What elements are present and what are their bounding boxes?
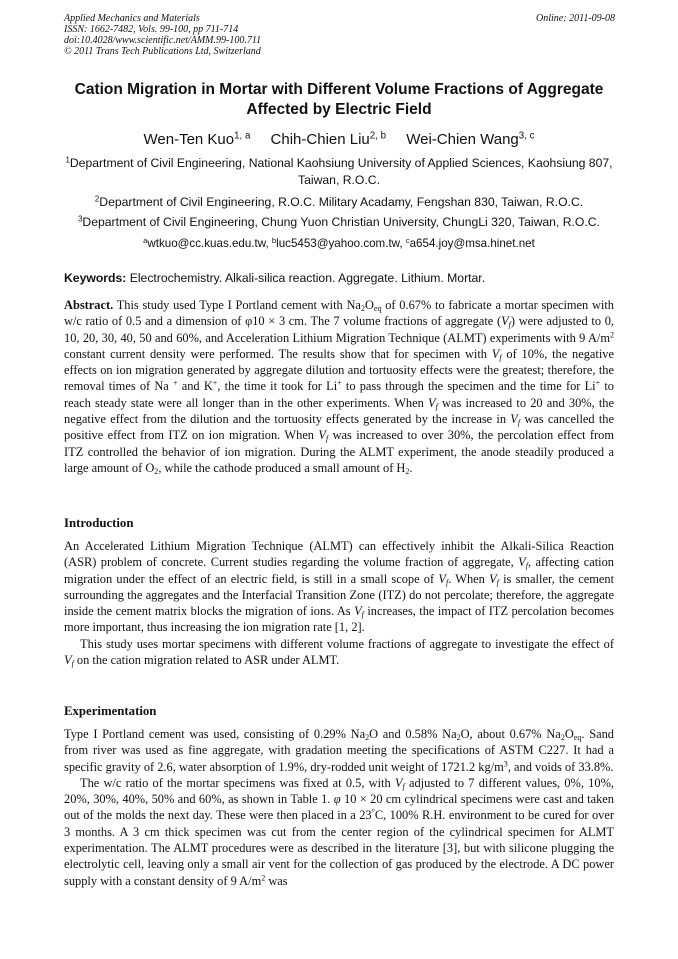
journal-header bbox=[64, 13, 261, 57]
author-emails: $^a$wtkuo@cc.kuas.edu.tw, $^b$luc5453@yahoo.com.tw, $^c$a654.joy@msa.hinet.net bbox=[143, 235, 535, 250]
abstract-label: Abstract. bbox=[64, 298, 114, 312]
copyright: © 2011 Trans Tech Publications Ltd, Switzerland bbox=[64, 46, 261, 57]
experimentation-text: Type I Portland cement was used, consisting of 0.29% $Na_2O$ and 0.58% $Na_2O$, about 0.67% $Na_2O_{eq}$. Sand from river was used as fine aggregate, with gradation meeting the specifications of ASTM C227. It had a specific gravity of 2.6, water absorption of 1.9%, dry-rodded unit weight of 1721.2 $kg/m^3$, and voids of 33.8%. The w/c ratio of the mortar specimens was fixed at 0.5, with $V_f$ adjusted to 7 different values, 0%, 10%, 20%, 30%, 40%, 50% and 60%, as shown in Table 1. φ 10 × 20 cm cylindrical specimens were cast and taken out of the molds the next day. These were then placed in a 23°C, 100% R.H. environment to be cured for over 3 months. A 3 cm thick specimen was cut from the center region of the cylindrical specimen for ALMT experimentation. The ALMT procedures were as described in the literature [3], but with silicone plugging the electrolytic cell, leaving only a small air vent for the collection of gas produced by the electrode. A DC power supply with a constant density of 9 $A/m^2$ was bbox=[64, 727, 615, 888]
title-line-2: Affected by Electric Field bbox=[246, 101, 432, 118]
issn: ISSN: 1662-7482, Vols. 99-100, pp 711-714 bbox=[64, 24, 239, 35]
author: Chih-Chien Liu$^{2, b}$ bbox=[270, 130, 387, 148]
affiliation-3: $^3$Department of Civil Engineering, Chung Yuon Christian University, ChungLi 320, Taiwan, R.O.C. bbox=[78, 214, 600, 229]
keywords: Keywords: Electrochemistry. Alkali-silica reaction. Aggregate. Lithium. Mortar. bbox=[64, 271, 486, 285]
author-list bbox=[60, 130, 618, 150]
online-date: Online: 2011-09-08 bbox=[536, 13, 615, 24]
introduction-text: An Accelerated Lithium Migration Technique (ALMT) can effectively inhibit the Alkali-Silica Reaction (ASR) problem of concrete. Current studies regarding the volume fraction of aggregate, $V_f$, affecting cation migration under the effect of an electric field, is still in a small scope of $V_f$. When $V_f$ is smaller, the cement surrounding the aggregates and the Interfacial Transition Zone (ITZ) do not percolate; therefore, the aggregate inside the cement matrix blocks the migration of ions. As $V_f$ increases, the impact of ITZ percolation becomes more important, thus increasing the ion migration rate [1, 2]. This study uses mortar specimens with different volume fractions of aggregate to investigate the effect of $V_f$ on the cation migration related to ASR under ALMT. bbox=[64, 539, 615, 669]
paper-title bbox=[60, 80, 618, 120]
author: Wei-Chien Wang$^{3, c}$ bbox=[406, 130, 535, 148]
abstract: Abstract. This study used Type I Portland cement with $Na_2O_{eq}$ of 0.67% to fabricate a mortar specimen with w/c ratio of 0.5 and a dimension of φ10 × 3 cm. The 7 volume fractions of aggregate $(V_f)$ were adjusted to 0, 10, 20, 30, 40, 50 and 60%, and Acceleration Lithium Migration Technique (ALMT) experiments with 9 $A/m^2$ constant current density were performed. The results show that for specimen with $V_f$ of 10%, the negative effects on ion migration generated by aggregate dilution and tortuosity effects were the greatest; therefore, the removal times of Na + and K+, the time it took for Li+ to pass through the specimen and the time for Li+ to reach steady state were all longer than in the other experiments. When $V_f$ was increased to 20 and 30%, the negative effect from the dilution and the tortuosity effects generated by the increase in $V_f$ was cancelled the positive effect from ITZ on ion migration. When $V_f$ was increased to over 30%, the percolation effect from ITZ controlled the behavior of ion migration. During the ALMT experiment, the anode steadily produced a large amount of $O_2$, while the cathode produced a small amount of $H_2$. bbox=[64, 298, 615, 476]
affiliation-2: $^2$Department of Civil Engineering, R.O.C. Military Acadamy, Fengshan 830, Taiwan, R.O.C. bbox=[94, 194, 584, 209]
affiliation-1: $^1$Department of Civil Engineering, National Kaohsiung University of Applied Sciences, Kaohsiung 807, Taiwan, R.O.C. bbox=[65, 155, 613, 187]
heading-experimentation: Experimentation bbox=[64, 704, 157, 718]
title-line-1: Cation Migration in Mortar with Different Volume Fractions of Aggregate bbox=[74, 81, 604, 98]
journal-name: Applied Mechanics and Materials bbox=[64, 13, 200, 24]
heading-introduction: Introduction bbox=[64, 516, 134, 530]
author: Wen-Ten Kuo$^{1, a}$ bbox=[143, 130, 251, 148]
doi: doi:10.4028/www.scientific.net/AMM.99-100.711 bbox=[64, 35, 262, 46]
